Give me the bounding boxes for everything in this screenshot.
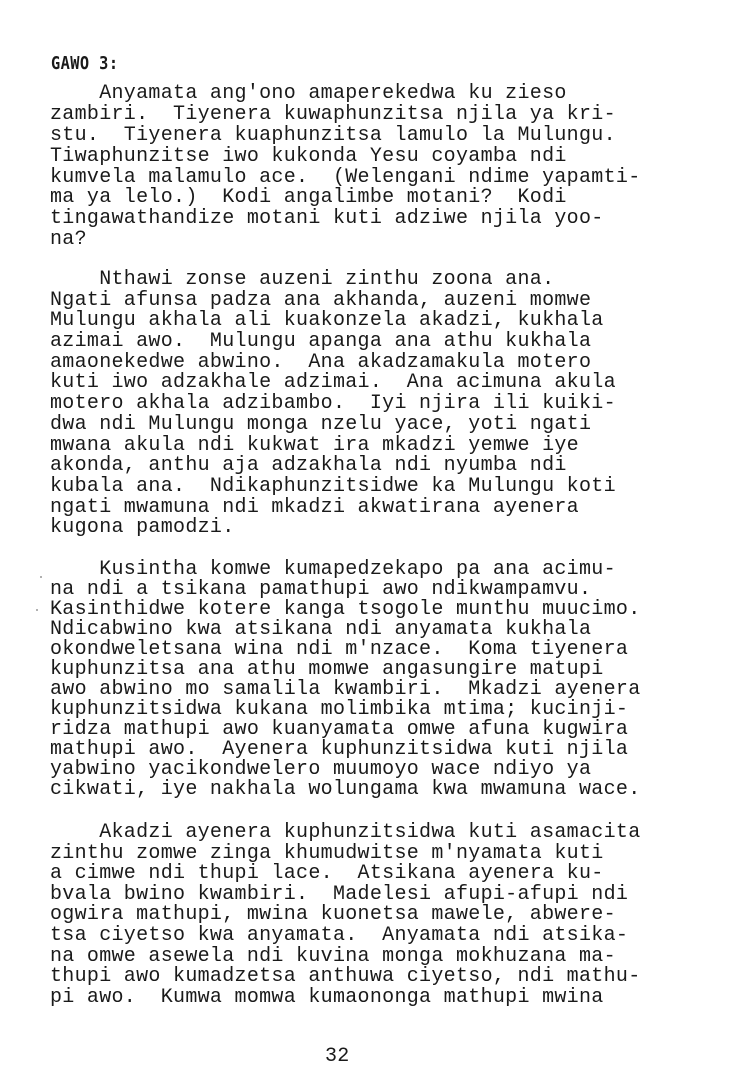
text-line: kugona pamodzi. <box>50 516 235 540</box>
text-line: Akadzi ayenera kuphunzitsidwa kuti asamacita <box>50 821 641 844</box>
text-line: na ndi a tsikana pamathupi awo ndikwampamvu. <box>50 578 592 601</box>
text-line: na omwe asewela ndi kuvina monga mokhuzana ma- <box>50 944 616 968</box>
text-line: zinthu zomwe zinga khumudwitse m'nyamata kuti <box>50 841 604 865</box>
text-line: yabwino yacikondwelero muumoyo wace ndiyo ya <box>50 758 592 781</box>
text-line: Nthawi zonse auzeni zinthu zoona ana. <box>50 268 555 291</box>
text-line: a cimwe ndi thupi lace. Atsikana ayenera ku- <box>50 862 604 886</box>
text-line: zambiri. Tiyenera kuwaphunzitsa njila ya kri- <box>50 102 616 126</box>
text-line: kubala ana. Ndikaphunzitsidwe ka Mulungu koti <box>50 474 616 498</box>
text-line: thupi awo kumadzetsa anthuwa ciyetso, ndi mathu- <box>50 965 641 989</box>
text-line: Tiwaphunzitse iwo kukonda Yesu coyamba ndi <box>50 144 567 168</box>
text-line: mwana akula ndi kukwat ira mkadzi yemwe iye <box>50 433 579 457</box>
text-line: na? <box>50 228 87 252</box>
paragraph-1 <box>50 84 641 251</box>
text-line: ngati mwamuna ndi mkadzi akwatirana ayenera <box>50 495 579 519</box>
text-line: motero akhala adzibambo. Iyi njira ili kuiki- <box>50 392 616 416</box>
text-line: ridza mathupi awo kuanyamata omwe afuna kugwira <box>50 718 629 741</box>
text-line: Mulungu akhala ali kuakonzela akadzi, kukhala <box>50 309 604 333</box>
page-number: 32 <box>325 1045 350 1068</box>
text-line: kumvela malamulo ace. (Welengani ndime yapamti- <box>50 165 641 189</box>
text-line: awo abwino mo samalila kwambiri. Mkadzi ayenera <box>50 678 641 701</box>
text-line: tsa ciyetso kwa anyamata. Anyamata ndi atsika- <box>50 923 629 947</box>
text-line: Anyamata ang'ono amaperekedwa ku zieso <box>50 82 567 105</box>
text-line: cikwati, iye nakhala wolungama kwa mwamuna wace. <box>50 778 641 801</box>
text-line: Kusintha komwe kumapedzekapo pa ana acimu- <box>50 558 616 581</box>
text-line: ogwira mathupi, mwina kuonetsa mawele, abwere- <box>50 903 616 927</box>
paragraph-4 <box>50 823 641 1008</box>
text-line: ma ya lelo.) Kodi angalimbe motani? Kodi <box>50 186 567 210</box>
text-line: azimai awo. Mulungu apanga ana athu kukhala <box>50 330 592 354</box>
text-line: Ngati afunsa padza ana akhanda, auzeni momwe <box>50 288 592 312</box>
text-line: akonda, anthu aja adzakhala ndi nyumba ndi <box>50 454 567 478</box>
paragraph-3 <box>50 560 641 800</box>
text-line: Ndicabwino kwa atsikana ndi anyamata kukhala <box>50 618 592 641</box>
section-heading: GAWO 3: <box>51 53 119 74</box>
text-line: tingawathandize motani kuti adziwe njila yoo- <box>50 207 604 231</box>
text-line: kuti iwo adzakhale adzimai. Ana acimuna akula <box>50 371 616 395</box>
text-line: pi awo. Kumwa momwa kumaononga mathupi mwina <box>50 985 604 1009</box>
text-line: dwa ndi Mulungu monga nzelu yace, yoti ngati <box>50 412 592 436</box>
text-line: kuphunzitsidwa kukana molimbika mtima; kucinji- <box>50 698 629 721</box>
text-line: mathupi awo. Ayenera kuphunzitsidwa kuti njila <box>50 738 629 761</box>
scan-speck <box>36 609 38 611</box>
text-line: Kasinthidwe kotere kanga tsogole munthu muucimo. <box>50 598 641 621</box>
text-line: stu. Tiyenera kuaphunzitsa lamulo la Mulungu. <box>50 123 616 147</box>
text-line: kuphunzitsa ana athu momwe angasungire matupi <box>50 658 604 681</box>
paragraph-2 <box>50 270 616 539</box>
text-line: okondweletsana wina ndi m'nzace. Koma tiyenera <box>50 638 629 661</box>
text-line: amaonekedwe abwino. Ana akadzamakula motero <box>50 350 592 374</box>
scan-speck <box>40 576 42 578</box>
text-line: bvala bwino kwambiri. Madelesi afupi-afupi ndi <box>50 882 629 906</box>
